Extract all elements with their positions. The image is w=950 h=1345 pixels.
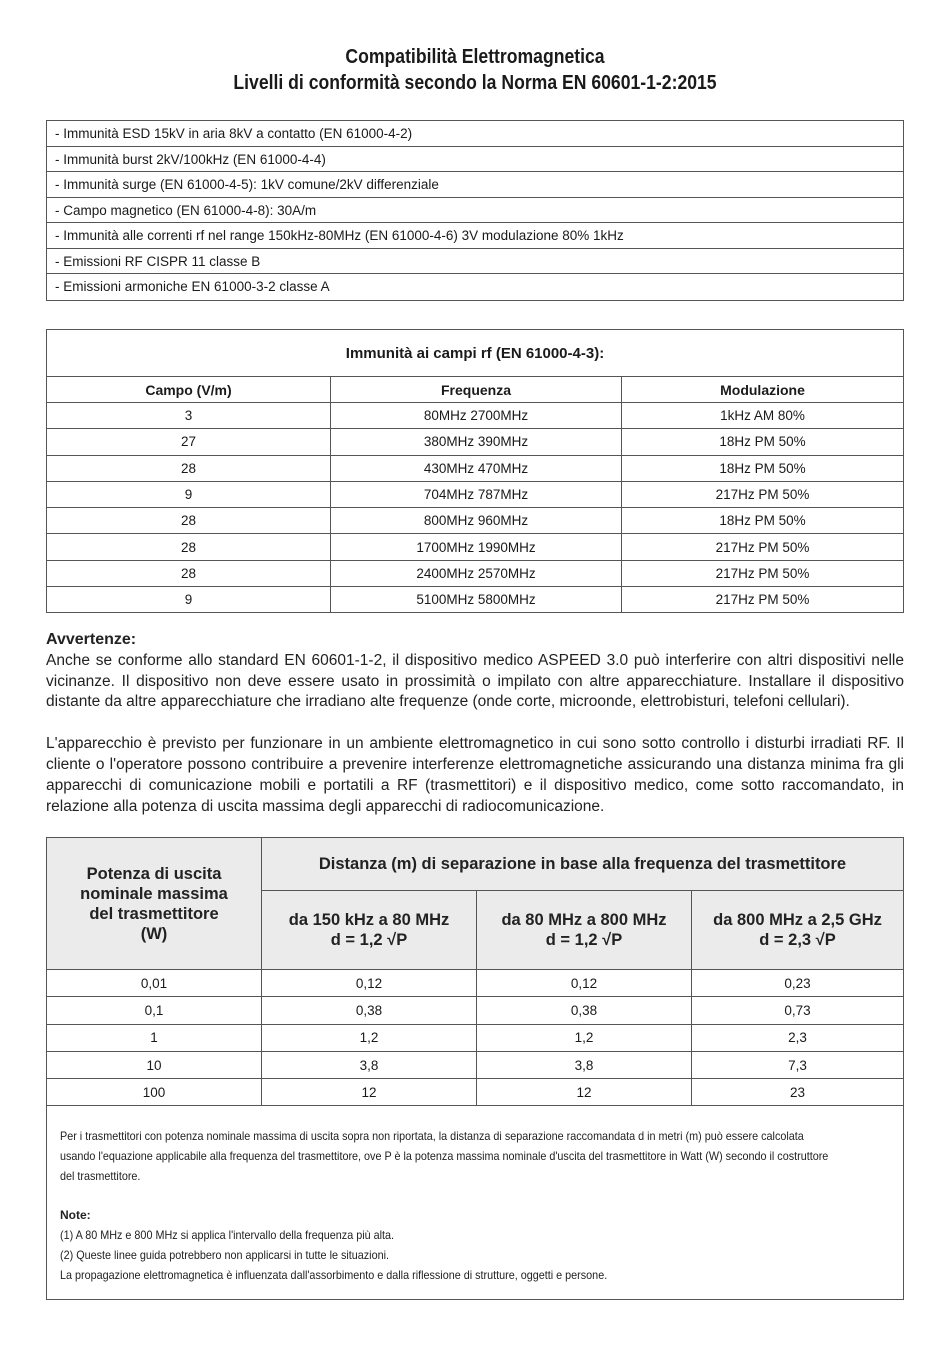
note-item: (2) Queste linee guida potrebbero non applicarsi in tutte le situazioni. [60, 1248, 390, 1262]
compliance-item: - Immunità surge (EN 61000-4-5): 1kV comune/2kV differenziale [47, 172, 903, 198]
dist-cell: 1,2 [477, 1024, 692, 1051]
dist-cell: 23 [692, 1079, 904, 1106]
rf-table-caption: Immunità ai campi rf (EN 61000-4-3): [47, 330, 904, 377]
dist-cell: 12 [262, 1079, 477, 1106]
page-title [57, 44, 893, 96]
dist-cell: 0,01 [47, 970, 262, 997]
dist-cell: 7,3 [692, 1051, 904, 1078]
rf-header-campo: Campo (V/m) [47, 377, 331, 403]
compliance-item: - Immunità burst 2kV/100kHz (EN 61000-4-4) [47, 147, 903, 173]
compliance-item: - Campo magnetico (EN 61000-4-8): 30A/m [47, 198, 903, 224]
rf-cell: 380MHz 390MHz [331, 429, 622, 455]
warnings-heading: Avvertenze: [46, 631, 137, 648]
rf-cell: 800MHz 960MHz [331, 508, 622, 534]
rf-cell: 3 [47, 403, 331, 429]
notes-box [46, 1102, 904, 1300]
table-row [47, 481, 904, 507]
table-row [47, 455, 904, 481]
dist-cell: 0,12 [262, 970, 477, 997]
rf-cell: 217Hz PM 50% [622, 587, 904, 613]
warnings-paragraph-2: L'apparecchio è previsto per funzionare in un ambiente elettromagnetico in cui sono sotto controllo i disturbi irradiati RF. Il cliente o l'operatore possono contribuire a prevenire interferenze elettromagnetiche assicurando una distanza minima fra gli apparecchi di comunicazione mobili e portatili a RF (trasmettitori) e il dispositivo medico, come sotto raccomandato, in relazione alla potenza di uscita massima degli apparecchi di radiocomunicazione. [46, 735, 904, 815]
dist-cell: 12 [477, 1079, 692, 1106]
warnings-paragraph-1: Anche se conforme allo standard EN 60601-1-2, il dispositivo medico ASPEED 3.0 può interferire con altri dispositivi nelle vicinanze. Il dispositivo non deve essere usato in prossimità o impilato con altre apparecchiature. Installare il dispositivo distante da altre apparecchiature che irradiano alte frequenze (onde corte, microonde, elettrobisturi, telefoni cellulari). [46, 651, 904, 711]
rf-cell: 1700MHz 1990MHz [331, 534, 622, 560]
title-line-2: Livelli di conformità secondo la Norma EN 60601-1-2:2015 [233, 72, 717, 94]
rf-cell: 1kHz AM 80% [622, 403, 904, 429]
notes-intro-line: Per i trasmettitori con potenza nominale massima di uscita sopra non riportata, la distanza di separazione raccomandata d in metri (m) può essere calcolata [60, 1129, 804, 1143]
rf-cell: 430MHz 470MHz [331, 455, 622, 481]
notes-intro-line: del trasmettitore. [60, 1169, 141, 1183]
dist-cell: 0,73 [692, 997, 904, 1024]
rf-cell: 28 [47, 455, 331, 481]
notes-heading: Note: [60, 1208, 91, 1222]
rf-header-frequenza: Frequenza [331, 377, 622, 403]
rf-cell: 27 [47, 429, 331, 455]
compliance-item: - Immunità alle correnti rf nel range 150kHz-80MHz (EN 61000-4-6) 3V modulazione 80% 1kHz [47, 223, 903, 249]
rf-immunity-table [46, 329, 904, 613]
dist-cell: 1 [47, 1024, 262, 1051]
dist-cell: 2,3 [692, 1024, 904, 1051]
rf-cell: 18Hz PM 50% [622, 508, 904, 534]
dist-cell: 100 [47, 1079, 262, 1106]
rf-cell: 18Hz PM 50% [622, 455, 904, 481]
dist-cell: 3,8 [477, 1051, 692, 1078]
table-row [47, 1024, 904, 1051]
notes-intro-line: usando l'equazione applicabile alla frequenza del trasmettitore, ove P è la potenza massima nominale d'uscita del trasmettitore in Watt (W) secondo il costruttore [60, 1149, 829, 1163]
rf-cell: 217Hz PM 50% [622, 534, 904, 560]
compliance-list [46, 120, 904, 301]
table-row [47, 1051, 904, 1078]
dist-cell: 0,38 [262, 997, 477, 1024]
band-header: da 80 MHz a 800 MHz d = 1,2 √P [477, 891, 692, 970]
compliance-item: - Immunità ESD 15kV in aria 8kV a contatto (EN 61000-4-2) [47, 121, 903, 147]
rf-cell: 28 [47, 508, 331, 534]
power-header: Potenza di uscita nominale massima del trasmettitore (W) [47, 838, 262, 970]
title-line-1: Compatibilità Elettromagnetica [345, 46, 605, 68]
table-row [47, 560, 904, 586]
dist-cell: 10 [47, 1051, 262, 1078]
dist-cell: 0,38 [477, 997, 692, 1024]
band-header: da 800 MHz a 2,5 GHz d = 2,3 √P [692, 891, 904, 970]
table-row [47, 534, 904, 560]
distance-header: Distanza (m) di separazione in base alla frequenza del trasmettitore [262, 838, 904, 891]
rf-cell: 217Hz PM 50% [622, 560, 904, 586]
notes-content [60, 1126, 894, 1285]
dist-cell: 0,12 [477, 970, 692, 997]
table-row [47, 429, 904, 455]
rf-cell: 28 [47, 560, 331, 586]
dist-cell: 0,1 [47, 997, 262, 1024]
rf-cell: 9 [47, 587, 331, 613]
rf-cell: 28 [47, 534, 331, 560]
rf-cell: 217Hz PM 50% [622, 481, 904, 507]
separation-distance-table [46, 837, 904, 1106]
table-row [47, 508, 904, 534]
note-item: (1) A 80 MHz e 800 MHz si applica l'intervallo della frequenza più alta. [60, 1228, 395, 1242]
table-row [47, 970, 904, 997]
rf-cell: 5100MHz 5800MHz [331, 587, 622, 613]
table-row [47, 403, 904, 429]
table-row [47, 587, 904, 613]
compliance-item: - Emissioni armoniche EN 61000-3-2 classe A [55, 279, 330, 294]
rf-cell: 9 [47, 481, 331, 507]
rf-cell: 2400MHz 2570MHz [331, 560, 622, 586]
rf-cell: 80MHz 2700MHz [331, 403, 622, 429]
rf-header-modulazione: Modulazione [622, 377, 904, 403]
dist-cell: 0,23 [692, 970, 904, 997]
dist-cell: 3,8 [262, 1051, 477, 1078]
band-header: da 150 kHz a 80 MHz d = 1,2 √P [262, 891, 477, 970]
compliance-item: - Emissioni RF CISPR 11 classe B [47, 249, 903, 275]
rf-cell: 704MHz 787MHz [331, 481, 622, 507]
table-row [47, 997, 904, 1024]
warnings-section [46, 630, 904, 817]
dist-cell: 1,2 [262, 1024, 477, 1051]
rf-cell: 18Hz PM 50% [622, 429, 904, 455]
note-item: La propagazione elettromagnetica è influenzata dall'assorbimento e dalla riflessione di strutture, oggetti e persone. [60, 1268, 608, 1282]
